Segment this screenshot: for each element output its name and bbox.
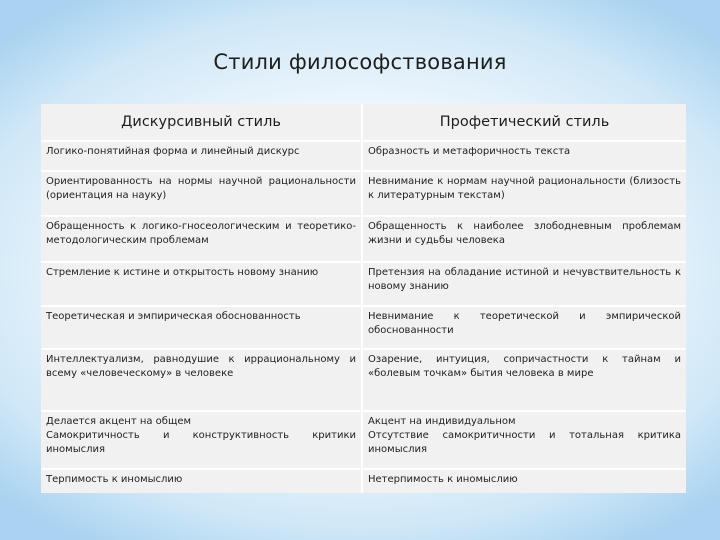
table-row (41, 171, 686, 216)
cell-text: Нетерпимость к иномыслию (368, 474, 518, 485)
table-row (41, 306, 686, 349)
cell-discursive (41, 306, 362, 349)
cell-prophetic (362, 171, 686, 216)
cell-text: Интеллектуализм, равнодушие к иррациональному и всему «человеческому» в человеке (46, 354, 356, 379)
cell-prophetic (362, 141, 686, 171)
cell-discursive (41, 216, 362, 262)
table-header-row (41, 104, 686, 141)
table-row (41, 262, 686, 306)
cell-text: Обращенность к наиболее злободневным проблемам жизни и судьбы человека (368, 221, 681, 246)
cell-text: Логико-понятийная форма и линейный дискурс (46, 146, 300, 157)
cell-discursive (41, 349, 362, 411)
cell-discursive (41, 262, 362, 306)
cell-text: Делается акцент на общем (46, 416, 192, 427)
cell-discursive (41, 141, 362, 171)
cell-text: Ориентированность на нормы научной рациональности (ориентация на науку) (46, 176, 356, 201)
header-discursive-style: Дискурсивный стиль (41, 104, 362, 141)
cell-discursive (41, 469, 362, 493)
table-row (41, 411, 686, 469)
cell-discursive (41, 411, 362, 469)
cell-text: Терпимость к иномыслию (46, 474, 183, 485)
cell-text: Самокритичность и конструктивность критики иномыслия (46, 430, 356, 455)
cell-text: Невнимание к теоретической и эмпирической обоснованности (368, 311, 681, 336)
header-prophetic-style: Профетический стиль (362, 104, 686, 141)
comparison-table (41, 104, 686, 493)
table-row (41, 469, 686, 493)
cell-prophetic (362, 469, 686, 493)
table-row (41, 216, 686, 262)
cell-text: Обращенность к логико-гносеологическим и теоретико-методологическим проблемам (46, 221, 356, 246)
cell-text: Образность и метафоричность текста (368, 146, 571, 157)
table-row (41, 349, 686, 411)
cell-prophetic (362, 262, 686, 306)
cell-text: Стремление к истине и открытость новому знанию (46, 267, 319, 278)
cell-text: Акцент на индивидуальном (368, 416, 516, 427)
cell-prophetic (362, 411, 686, 469)
slide-title: Стили философствования (213, 50, 507, 74)
table-row (41, 141, 686, 171)
cell-text: Отсутствие самокритичности и тотальная критика иномыслия (368, 430, 681, 455)
cell-prophetic (362, 349, 686, 411)
cell-prophetic (362, 216, 686, 262)
cell-text: Невнимание к нормам научной рациональности (близость к литературным текстам) (368, 176, 681, 201)
cell-text: Озарение, интуиция, сопричастности к тайнам и «болевым точкам» бытия человека в мире (368, 354, 681, 379)
cell-text: Теоретическая и эмпирическая обоснованность (46, 311, 301, 322)
cell-text: Претензия на обладание истиной и нечувствительность к новому знанию (368, 267, 681, 292)
cell-prophetic (362, 306, 686, 349)
cell-discursive (41, 171, 362, 216)
